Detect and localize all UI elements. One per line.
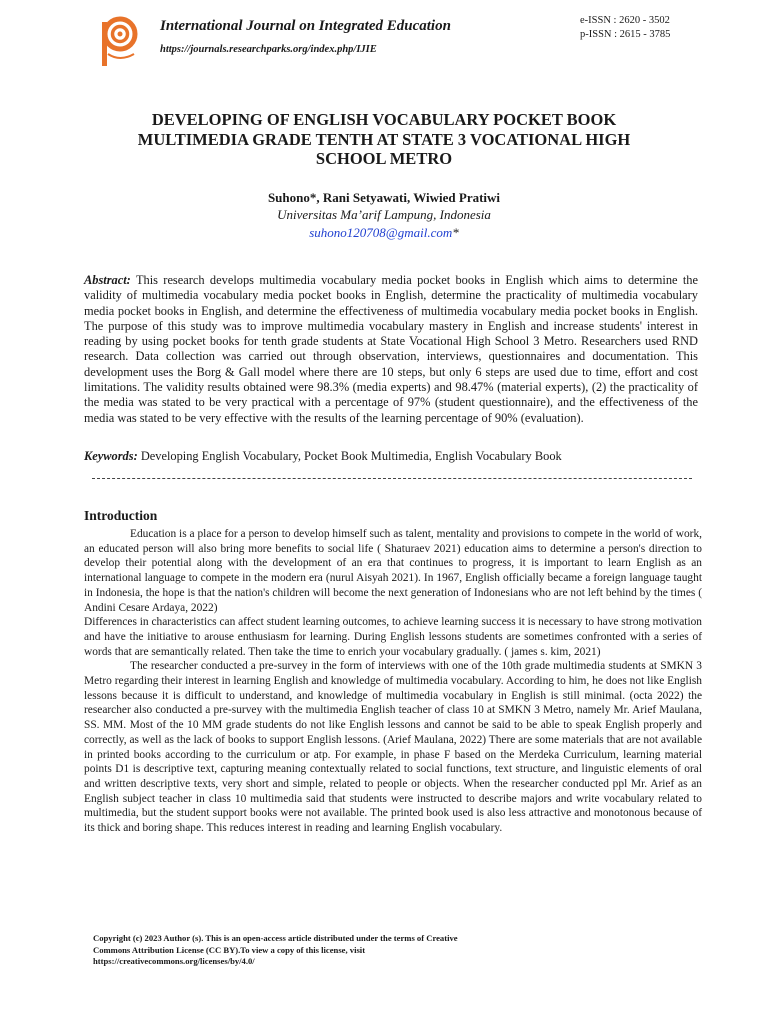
pissn: p-ISSN : 2615 - 3785 bbox=[580, 29, 671, 40]
eissn: e-ISSN : 2620 - 3502 bbox=[580, 15, 670, 26]
journal-url-link[interactable]: https://journals.researchparks.org/index.php/IJIE bbox=[160, 44, 377, 55]
corresponding-mark: * bbox=[452, 225, 459, 240]
issn-block bbox=[580, 14, 670, 42]
paper-title: DEVELOPING OF ENGLISH VOCABULARY POCKET BOOK MULTIMEDIA GRADE TENTH AT STATE 3 VOCATIONAL HIGH SCHOOL METRO bbox=[137, 110, 631, 168]
keywords-label: Keywords: bbox=[84, 449, 138, 463]
keywords-text: Developing English Vocabulary, Pocket Book Multimedia, English Vocabulary Book bbox=[140, 449, 562, 463]
abstract-label: Abstract: bbox=[84, 273, 131, 287]
logo-swoosh bbox=[108, 54, 134, 58]
abstract-text: This research develops multimedia vocabulary media pocket books in English which aims to determine the validity of multimedia vocabulary media pocket books in English, determine the practicality of multimedia vocabulary media pocket books in English, and determine the effectiveness of multimedia vocabulary media pocket books in English. The purpose of this study was to improve multimedia vocabulary mastery in English and increase students' interest in reading by using pocket books for tenth grade students at State Vocational High School 3 Metro. Researchers used RND research. Data collection was carried out through observation, interviews, questionnaires and documentation. This development uses the Borg & Gall model where there are 10 steps, but only 6 steps are used due to time, effort and cost limitations. The validity results obtained were 98.3% (media experts) and 98.47% (material experts), (2) the practicality of the media was stated to be very practical with a percentage of 97% (student questionnaire), and the effectiveness of the media was stated to be very effective with the results of the learning percentage of 90% (evaluation). bbox=[84, 273, 698, 425]
abstract bbox=[84, 273, 698, 426]
journal-name: International Journal on Integrated Education bbox=[160, 18, 451, 34]
paragraph: Education is a place for a person to develop himself such as talent, mentality and provisions to compete in the world of work, an educated person will also bring more benefits to social life ( Shaturaev 2021) education aims to determine a person's direction to develop their potential along with the development of an era that continues to progress, it is important to learn English as an international language to compete in the modern era (nurul Aisyah 2021). In 1967, English officially became a foreign language taught in Indonesia, the hope is that the nation's children will become the next generation of Indonesians who are not left behind by the times ( Andini Cesare Ardaya, 2022) bbox=[84, 528, 702, 614]
paragraph: Differences in characteristics can affect student learning outcomes, to achieve learning success it is necessary to have strong motivation and have the initiative to arouse enthusiasm for learning. During English lessons students are sometimes confronted with a series of words that are semantically related. Then take the time to enrich your vocabulary gradually. ( james s. kim, 2021) bbox=[84, 616, 702, 658]
introduction-heading: Introduction bbox=[84, 508, 158, 523]
paragraph: The researcher conducted a pre-survey in the form of interviews with one of the 10th grade multimedia students at SMKN 3 Metro regarding their interest in learning English and knowledge of multimedia vocabulary. According to him, he does not like English lessons because it is difficult to understand, and knowledge of multimedia vocabulary in English is still minimal. (octa 2022) the researcher also conducted a pre-survey with the multimedia English teacher of class 10 at SMKN 3 Metro, namely Mr. Arief Maulana, SS. MM. Most of the 10 MM grade students do not like English lessons and cannot be said to be able to speak English properly and correctly, as well as the lack of books to support English lessons. (Arief Maulana, 2022) There are some materials that are not available in printed books according to the curriculum or atp. For example, in phase F based on the Merdeka Curriculum, learning material points D1 is descriptive text, capturing meaning contextually related to social functions, text structure, and linguistic elements of oral and written descriptive texts, very short and simple, related to people or objects. When the researcher conducted ppl Mr. Arief as an English subject teacher in class 10 multimedia said that students were instructed to describe majors and write vocabulary related to multimedia, but the student support books were not available. The printed book used is also less attractive and monotonous because of its thick and boring shape. This reduces interest in reading and learning English vocabulary. bbox=[84, 660, 702, 835]
research-parks-logo-icon bbox=[96, 14, 142, 70]
introduction-body bbox=[84, 527, 702, 836]
copyright-notice: Copyright (c) 2023 Author (s). This is an open-access article distributed under the terms of Creative Commons Attribution License (CC BY).To view a copy of this license, visit https://creativecommons.org/licenses/by/4.0/ bbox=[93, 933, 458, 966]
authors: Suhono*, Rani Setyawati, Wiwied Pratiwi bbox=[267, 190, 501, 205]
logo-dot bbox=[118, 32, 123, 37]
affiliation: Universitas Ma’arif Lampung, Indonesia bbox=[277, 207, 491, 222]
keywords bbox=[84, 449, 698, 464]
author-email bbox=[0, 225, 768, 241]
author-email-link[interactable]: suhono120708@gmail.com bbox=[309, 225, 453, 240]
section-divider bbox=[92, 478, 692, 479]
